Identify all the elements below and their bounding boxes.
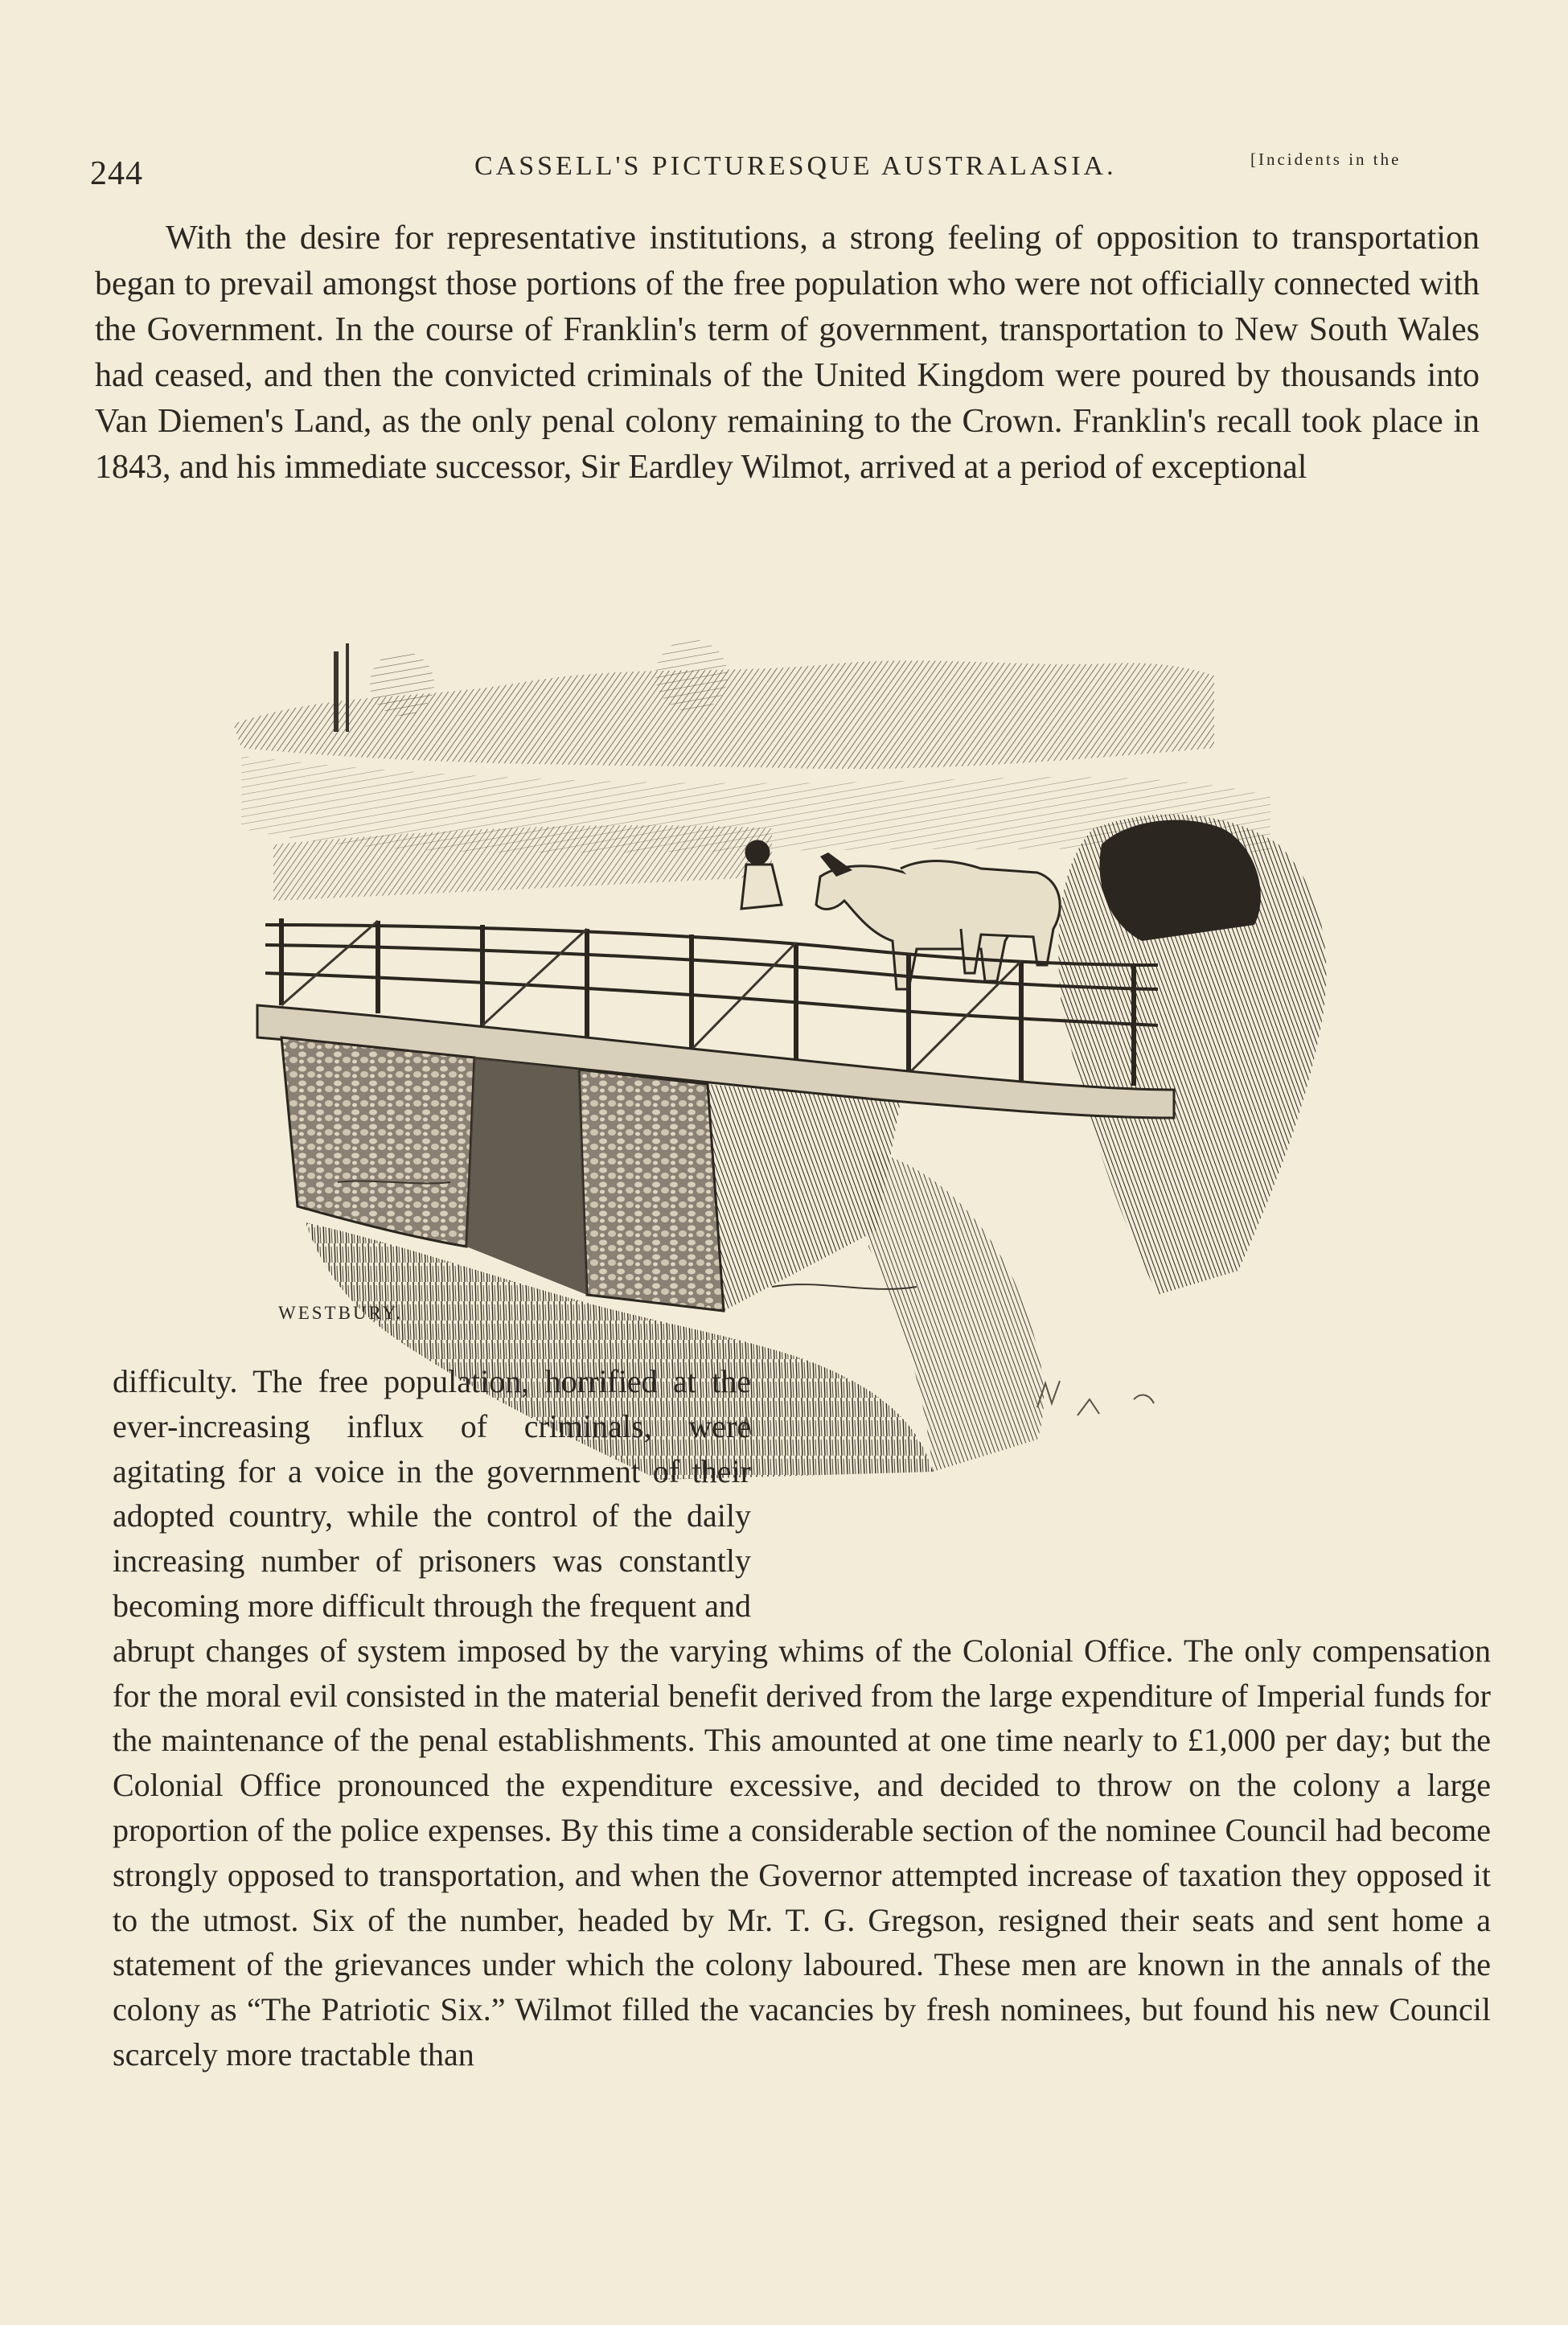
page-number: 244 bbox=[90, 155, 143, 192]
section-label: [Incidents in the bbox=[1250, 150, 1402, 169]
figure-caption: WESTBURY. bbox=[278, 1303, 404, 1323]
paragraph-top: With the desire for representative institutions, a strong feeling of opposition to transportation began to prevail amongst those portions of the free population who were not officially connected with the Government. In the course of Franklin's term of government, transportation to New South Wales had ceased, and then the convicted criminals of the United Kingdom were poured by thousands into Van Diemen's Land, as the only penal colony remaining to the Crown. Franklin's recall took place in 1843, and his immediate successor, Sir Eardley Wilmot, arrived at a period of exceptional bbox=[95, 220, 1480, 486]
running-title: CASSELL'S PICTURESQUE AUSTRALASIA. bbox=[474, 151, 1117, 181]
illustration-float-space bbox=[751, 1359, 1491, 1584]
paragraph-continued bbox=[113, 1359, 1491, 2077]
paragraph-continued-text: difficulty. The free population, horrified at the ever-increasing influx of criminals, were agitating for a voice in the government of their adopted country, while the control of the daily increasing number of prisoners was constantly becoming more difficult through the frequent and abrupt changes of system imposed by the varying whims of the Colonial Office. The only compensation for the moral evil consisted in the material benefit derived from the large expenditure of Imperial funds for the maintenance of the penal establishments. This amounted at one time nearly to £1,000 per day; but the Colonial Office pronounced the expenditure excessive, and decided to throw on the colony a large proportion of the police expenses. By this time a considerable section of the nominee Council had become strongly opposed to transportation, and when the Governor attempted increase of taxation they opposed it to the utmost. Six of the number, headed by Mr. T. G. Gregson, resigned their seats and sent home a statement of the grievances under which the colony laboured. These men are known in the annals of the colony as “The Patriotic Six.” Wilmot filled the vacancies by fresh nominees, but found his new Council scarcely more tractable than bbox=[113, 1363, 1491, 2072]
